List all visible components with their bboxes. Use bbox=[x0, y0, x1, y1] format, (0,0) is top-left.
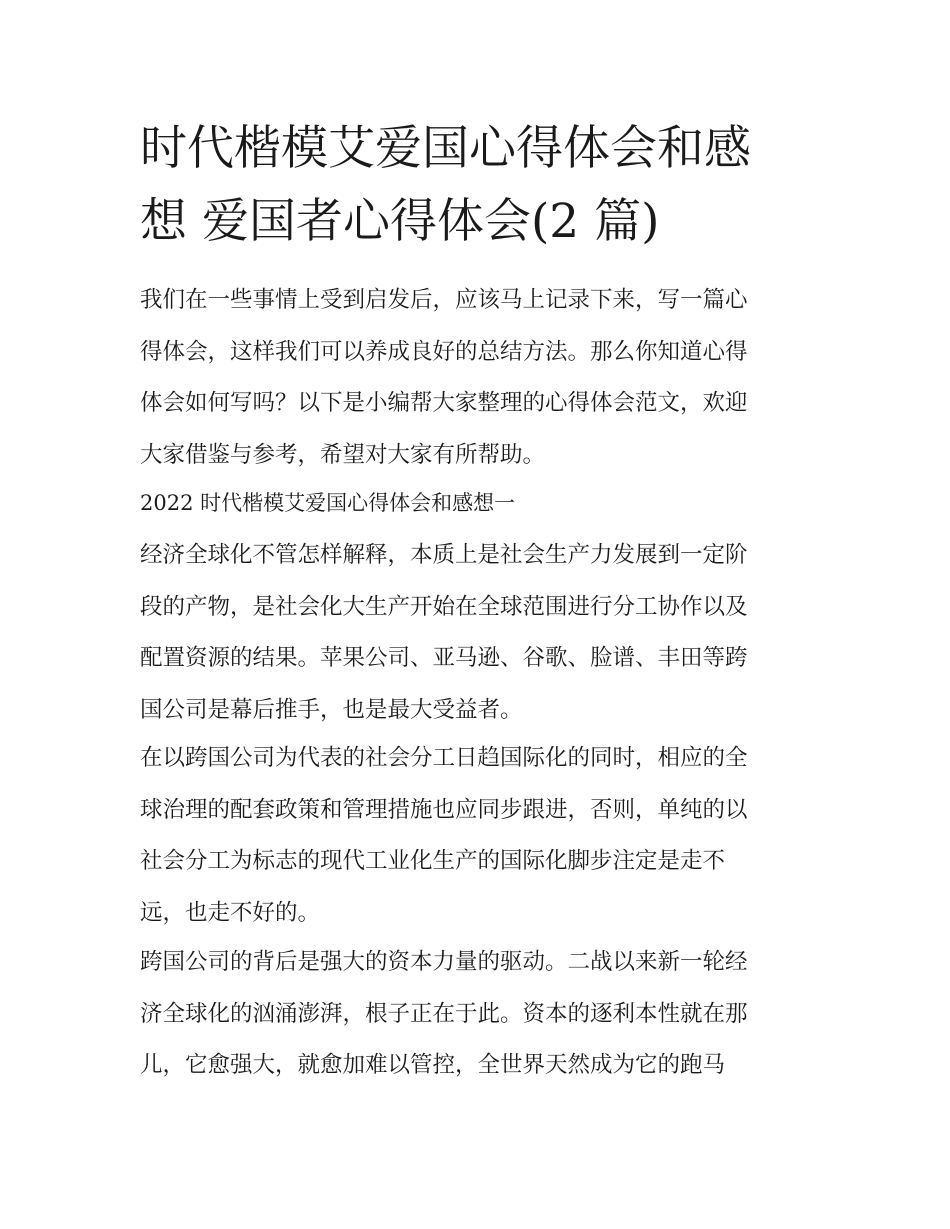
title-line: 想 爱国者心得体会(2 篇) bbox=[140, 194, 660, 249]
document-title bbox=[140, 112, 815, 258]
text-line: 得体会，这样我们可以养成良好的总结方法。那么你知道心得 bbox=[140, 338, 748, 365]
text-line: 济全球化的汹涌澎湃，根子正在于此。资本的逐利本性就在那 bbox=[140, 1000, 748, 1027]
body-paragraph-3 bbox=[140, 937, 815, 1092]
text-line: 经济全球化不管怎样解释，本质上是社会生产力发展到一定阶 bbox=[140, 542, 748, 568]
title-line: 时代楷模艾爱国心得体会和感 bbox=[140, 121, 751, 176]
text-line: 体会如何写吗？以下是小编帮大家整理的心得体会范文，欢迎 bbox=[140, 390, 748, 416]
section-heading bbox=[140, 478, 815, 530]
body-paragraph-2 bbox=[140, 733, 815, 939]
text-line: 社会分工为标志的现代工业化生产的国际化脚步注定是走不 bbox=[140, 848, 726, 874]
text-line: 儿，它愈强大，就愈加难以管控，全世界天然成为它的跑马 bbox=[140, 1052, 726, 1078]
text-line: 国公司是幕后推手，也是最大受益者。 bbox=[140, 696, 523, 723]
text-line: 大家借鉴与参考，希望对大家有所帮助。 bbox=[140, 441, 546, 468]
text-line: 球治理的配套政策和管理措施也应同步跟进，否则，单纯的以 bbox=[140, 796, 748, 823]
section-heading-text: 2022 时代楷模艾爱国心得体会和感想一 bbox=[140, 491, 516, 515]
text-line: 段的产物，是社会化大生产开始在全球范围进行分工协作以及 bbox=[140, 593, 748, 620]
text-line: 配置资源的结果。苹果公司、亚马逊、谷歌、脸谱、丰田等跨 bbox=[140, 645, 748, 671]
intro-paragraph bbox=[140, 275, 815, 481]
body-paragraph-1 bbox=[140, 530, 815, 736]
text-line: 跨国公司的背后是强大的资本力量的驱动。二战以来新一轮经 bbox=[140, 949, 748, 975]
text-line: 我们在一些事情上受到启发后，应该马上记录下来，写一篇心 bbox=[140, 287, 748, 313]
text-line: 远，也走不好的。 bbox=[140, 899, 321, 926]
text-line: 在以跨国公司为代表的社会分工日趋国际化的同时，相应的全 bbox=[140, 745, 748, 771]
